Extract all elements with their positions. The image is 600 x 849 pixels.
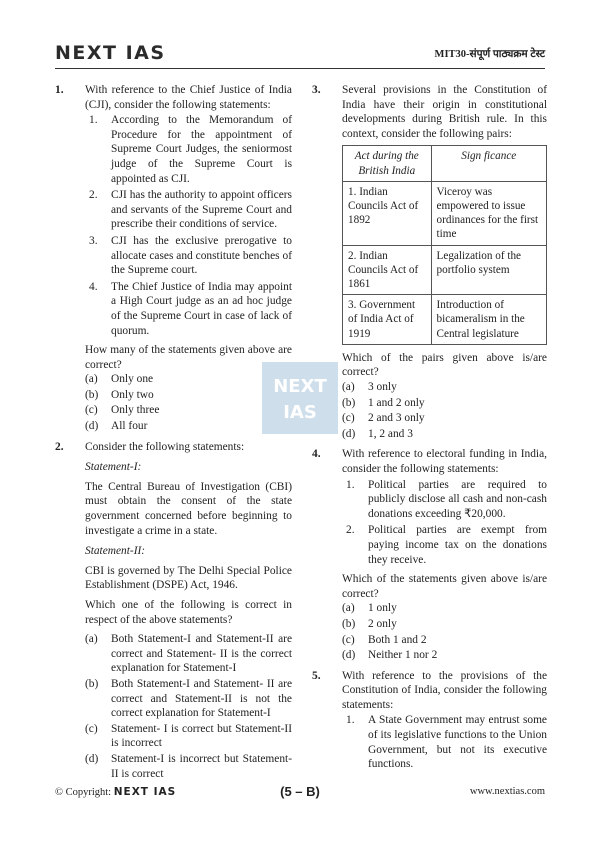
question-4	[312, 447, 547, 662]
option[interactable]: (d) Neither 1 nor 2	[342, 649, 438, 662]
question-2	[55, 440, 292, 781]
question-number: 1.	[55, 84, 64, 96]
table-row	[343, 295, 547, 345]
option[interactable]: (a) 3 only	[342, 381, 397, 393]
question-prompt: Which one of the following is correct in respect of the above statements?	[85, 599, 292, 626]
left-column	[55, 83, 292, 787]
table-cell: Legalization of the portfolio system	[431, 245, 546, 295]
footer-url[interactable]: www.nextias.com	[469, 786, 545, 797]
statement: 4. The Chief Justice of India may appoint a High Court judge as an ad hoc judge of the Supreme Court in case of lack of quorum.	[89, 280, 292, 337]
question-number: 5.	[312, 669, 321, 682]
question-stem: Several provisions in the Constitution of India have their origin in constitutional developments during British rule. In this context, consider the following pairs:	[342, 84, 547, 140]
option[interactable]: (c) Both 1 and 2	[342, 633, 427, 646]
statement: 1. According to the Memorandum of Procedure for the appointment of Supreme Court Judges, the seniormost judge of the Supreme Court is appointed as CJI.	[89, 114, 292, 185]
question-stem: With reference to electoral funding in India, consider the following statements:	[342, 448, 547, 475]
question-prompt: Which of the statements given above is/are correct?	[342, 573, 547, 600]
question-number: 2.	[55, 440, 64, 453]
question-number: 4.	[312, 448, 321, 461]
options	[85, 372, 292, 433]
question-1	[55, 83, 292, 434]
option[interactable]: (c) Statement- I is correct but Statement-II is incorrect	[85, 722, 292, 750]
table-row	[343, 245, 547, 295]
option[interactable]: (b) 1 and 2 only	[342, 396, 425, 409]
question-prompt: How many of the statements given above are correct?	[85, 344, 292, 371]
footer-copyright: © Copyright: NEXT IAS	[55, 786, 177, 798]
table-header: Act during the British India	[343, 146, 432, 181]
question-stem: Consider the following statements:	[85, 440, 245, 453]
option[interactable]: (c) 2 and 3 only	[342, 412, 425, 425]
right-column	[312, 83, 547, 778]
table-cell: Introduction of bicameralism in the Central legislature	[431, 295, 546, 345]
watermark-text-top: NEXT	[273, 376, 327, 397]
statement-list	[342, 478, 547, 568]
options	[85, 632, 292, 781]
statement-2-text: CBI is governed by The Delhi Special Police Establishment (DSPE) Act, 1946.	[85, 564, 292, 592]
question-stem: With reference to the provisions of the Constitution of India, consider the following statements:	[342, 669, 547, 711]
option[interactable]: (b) Both Statement-I and Statement- II are correct and Statement-II is not the correct explanation for Statement-I	[85, 677, 292, 720]
question-3	[312, 83, 547, 441]
test-code: MIT30-संपूर्ण पाठ्यक्रम टेस्ट	[434, 49, 545, 60]
table-cell: 3. Government of India Act of 1919	[343, 295, 432, 345]
watermark-text-bottom: IAS	[283, 402, 317, 423]
statement-2-label: Statement-II:	[85, 545, 146, 558]
question-5	[312, 669, 547, 772]
option[interactable]: (b) 2 only	[342, 617, 397, 630]
statement-list	[342, 713, 547, 771]
option[interactable]: (a) 1 only	[342, 602, 397, 615]
options	[342, 601, 547, 662]
option[interactable]: (a) Only one	[85, 373, 154, 386]
page-number: (5 – B)	[280, 784, 320, 799]
statement-1-text: The Central Bureau of Investigation (CBI) must obtain the consent of the state government concerned before beginning to investigate a crime in a state.	[85, 480, 292, 537]
table-cell: 2. Indian Councils Act of 1861	[343, 245, 432, 295]
option[interactable]: (b) Only two	[85, 388, 154, 401]
statement: 1. Political parties are required to publicly disclose all cash and non-cash donations exceeding ₹20,000.	[346, 478, 547, 520]
logo: NEXT IAS	[55, 42, 166, 64]
table-header: Sign ficance	[431, 146, 546, 181]
statement: 3. CJI has the exclusive prerogative to allocate cases and constitute benches of the Supreme court.	[89, 234, 292, 277]
footer-brand: NEXT IAS	[113, 786, 177, 798]
options	[342, 380, 547, 441]
statement: 2. Political parties are exempt from paying income tax on the donations they receive.	[346, 524, 547, 566]
statement: 1. A State Government may entrust some of its legislative functions to the Union Government, but not its executive functions.	[346, 714, 547, 771]
statement: 2. CJI has the authority to appoint officers and servants of the Supreme Court and prescribe their conditions of service.	[89, 189, 292, 231]
option[interactable]: (d) 1, 2 and 3	[342, 427, 413, 440]
table-header-row	[343, 146, 547, 181]
option[interactable]: (a) Both Statement-I and Statement-II are correct and Statement- II is the correct explanation for Statement-I	[85, 633, 292, 675]
statement-1-label: Statement-I:	[85, 461, 142, 474]
table-cell: 1. Indian Councils Act of 1892	[343, 181, 432, 245]
question-number: 3.	[312, 84, 321, 96]
question-prompt: Which of the pairs given above is/are correct?	[342, 351, 547, 379]
header-divider	[55, 68, 545, 69]
table-cell: Viceroy was empowered to issue ordinances for the first time	[431, 181, 546, 245]
table-row	[343, 181, 547, 245]
statement-list	[85, 113, 292, 338]
option[interactable]: (c) Only three	[85, 404, 160, 417]
option[interactable]: (d) Statement-I is incorrect but Statement-II is correct	[85, 752, 292, 780]
option[interactable]: (d) All four	[85, 420, 148, 433]
question-stem: With reference to the Chief Justice of India (CJI), consider the following statements:	[85, 84, 292, 111]
pairs-table	[342, 145, 547, 344]
